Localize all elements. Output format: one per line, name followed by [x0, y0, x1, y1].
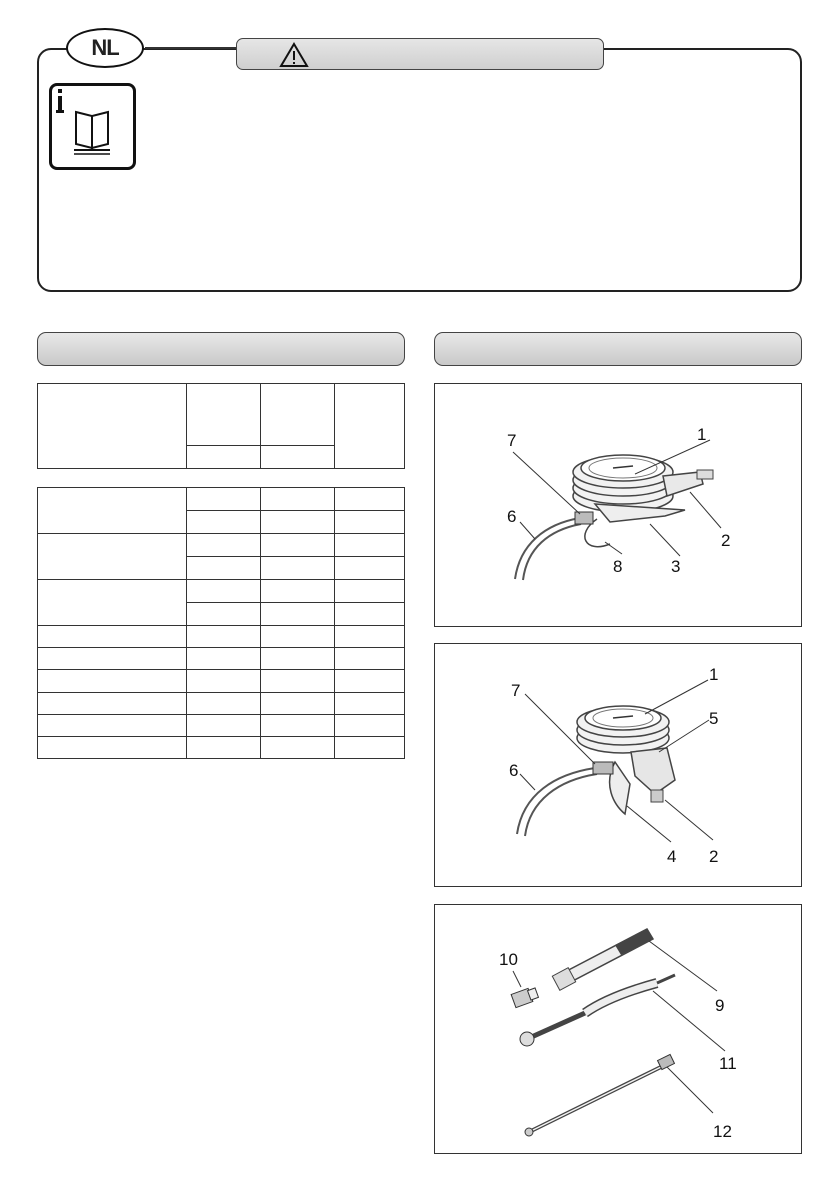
table-cell: [261, 511, 335, 534]
figure-2-callout: 6: [509, 761, 519, 780]
table-cell: [335, 384, 405, 469]
table-cell: [335, 648, 405, 670]
table-cell: [335, 557, 405, 580]
table-cell: [38, 580, 187, 626]
table-cell: [187, 626, 261, 648]
table-cell: [38, 384, 187, 469]
table-cell: [261, 737, 335, 759]
table-cell: [38, 488, 187, 534]
spec-table-header: [37, 383, 405, 469]
table-cell: [261, 446, 335, 469]
table-cell: [187, 580, 261, 603]
table-cell: [335, 534, 405, 557]
figure-1-callout: 6: [507, 507, 517, 526]
table-cell: [335, 737, 405, 759]
table-cell: [261, 626, 335, 648]
figure-1-callout: 7: [507, 431, 517, 450]
table-cell: [261, 557, 335, 580]
table-cell: [261, 488, 335, 511]
inflator-gauge-illustration: [435, 384, 800, 625]
right-section-header: [434, 332, 802, 366]
table-cell: [261, 580, 335, 603]
figure-1-panel: [434, 383, 802, 627]
figure-1-callout: 2: [721, 531, 731, 550]
table-cell: [38, 626, 187, 648]
accessories-illustration: [435, 905, 800, 1152]
table-cell: [261, 534, 335, 557]
table-cell: [335, 626, 405, 648]
notice-box: [37, 48, 802, 292]
table-cell: [38, 670, 187, 693]
figure-3-callout: 10: [499, 950, 518, 969]
figure-2-callout: 4: [667, 847, 677, 866]
read-manual-icon: [49, 83, 136, 170]
table-cell: [38, 737, 187, 759]
table-cell: [187, 648, 261, 670]
table-cell: [38, 648, 187, 670]
table-cell: [187, 557, 261, 580]
figure-1-callout: 1: [697, 425, 707, 444]
table-cell: [335, 511, 405, 534]
table-cell: [261, 648, 335, 670]
language-code: NL: [91, 35, 119, 60]
table-cell: [187, 488, 261, 511]
figure-3-callout: 12: [713, 1122, 732, 1141]
table-cell: [261, 715, 335, 737]
table-cell: [187, 446, 261, 469]
table-cell: [261, 384, 335, 446]
figure-3-panel: [434, 904, 802, 1154]
figure-2-panel: [434, 643, 802, 887]
warning-triangle-icon: [279, 42, 309, 68]
table-cell: [187, 670, 261, 693]
table-cell: [335, 488, 405, 511]
figure-2-callout: 1: [709, 665, 719, 684]
table-cell: [187, 693, 261, 715]
figure-2-callout: 7: [511, 681, 521, 700]
left-section-header: [37, 332, 405, 366]
table-cell: [187, 384, 261, 446]
figure-3-callout: 11: [719, 1054, 737, 1073]
table-cell: [38, 693, 187, 715]
badge-connector-line: [145, 47, 237, 49]
table-cell: [187, 715, 261, 737]
table-cell: [335, 603, 405, 626]
figure-2-callout: 2: [709, 847, 719, 866]
table-cell: [261, 693, 335, 715]
figure-2-callout: 5: [709, 709, 719, 728]
table-cell: [38, 715, 187, 737]
table-cell: [261, 603, 335, 626]
figure-3-callout: 9: [715, 996, 725, 1015]
table-cell: [335, 670, 405, 693]
table-cell: [38, 534, 187, 580]
figure-1-callout: 3: [671, 557, 681, 576]
table-cell: [261, 670, 335, 693]
table-cell: [335, 693, 405, 715]
table-cell: [335, 580, 405, 603]
warning-header-bar: [236, 38, 604, 70]
spec-table-body: [37, 487, 405, 759]
table-cell: [187, 603, 261, 626]
table-cell: [187, 511, 261, 534]
pistol-inflator-illustration: [435, 644, 800, 885]
figure-1-callout: 8: [613, 557, 623, 576]
language-badge: [66, 28, 144, 68]
table-cell: [187, 737, 261, 759]
table-cell: [335, 715, 405, 737]
table-cell: [187, 534, 261, 557]
